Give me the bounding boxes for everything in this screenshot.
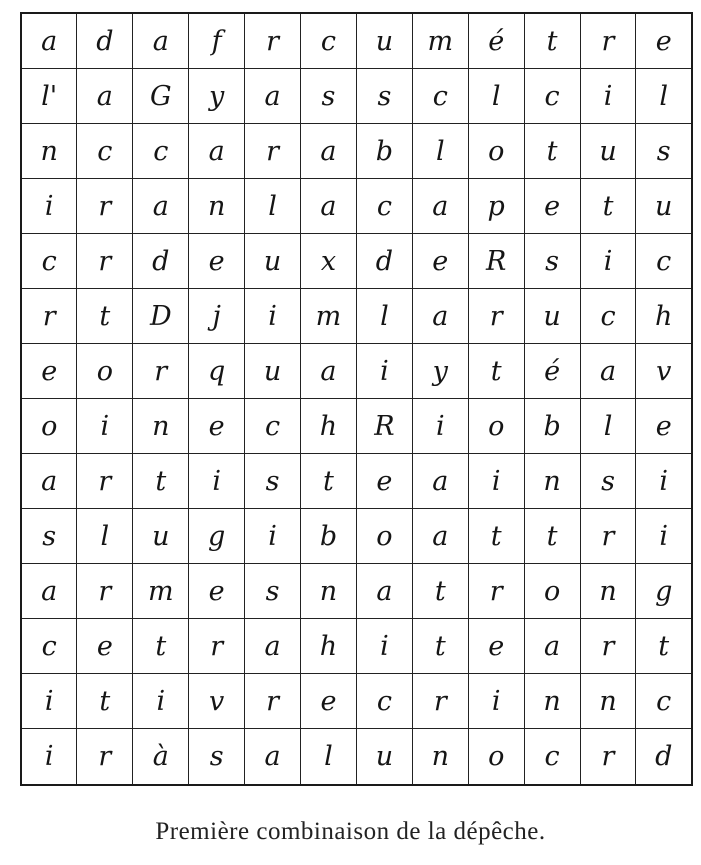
grid-cell: o <box>77 344 133 399</box>
grid-cell: u <box>356 729 412 785</box>
grid-cell: e <box>636 13 692 69</box>
grid-row <box>21 13 692 69</box>
grid-cell: u <box>245 344 301 399</box>
figure-caption: Première combinaison de la dépêche. <box>155 818 546 845</box>
grid-cell: t <box>301 454 357 509</box>
grid-cell: m <box>412 13 468 69</box>
grid-cell: i <box>636 509 692 564</box>
grid-cell: R <box>356 399 412 454</box>
grid-cell: n <box>580 674 636 729</box>
grid-cell: t <box>580 179 636 234</box>
grid-cell: s <box>189 729 245 785</box>
grid-cell: r <box>77 234 133 289</box>
grid-cell: i <box>580 69 636 124</box>
grid-cell: e <box>21 344 77 399</box>
grid-cell: e <box>356 454 412 509</box>
grid-cell: j <box>189 289 245 344</box>
grid-cell: e <box>189 564 245 619</box>
grid-cell: u <box>524 289 580 344</box>
grid-cell: c <box>21 619 77 674</box>
grid-cell: r <box>245 13 301 69</box>
grid-row <box>21 344 692 399</box>
grid-cell: c <box>580 289 636 344</box>
grid-cell: a <box>412 289 468 344</box>
grid-cell: r <box>468 289 524 344</box>
grid-cell: a <box>412 509 468 564</box>
grid-row <box>21 674 692 729</box>
grid-cell: u <box>356 13 412 69</box>
grid-cell: a <box>356 564 412 619</box>
grid-cell: c <box>524 729 580 785</box>
grid-cell: d <box>636 729 692 785</box>
cipher-grid <box>20 12 693 786</box>
grid-cell: i <box>245 509 301 564</box>
grid-row <box>21 124 692 179</box>
grid-row <box>21 509 692 564</box>
grid-cell: e <box>301 674 357 729</box>
grid-cell: t <box>77 674 133 729</box>
grid-cell: l <box>356 289 412 344</box>
grid-cell: d <box>133 234 189 289</box>
grid-cell: s <box>524 234 580 289</box>
grid-row <box>21 179 692 234</box>
grid-cell: e <box>524 179 580 234</box>
grid-cell: u <box>133 509 189 564</box>
grid-cell: o <box>21 399 77 454</box>
grid-cell: l <box>412 124 468 179</box>
grid-row <box>21 289 692 344</box>
grid-cell: s <box>356 69 412 124</box>
grid-cell: h <box>301 399 357 454</box>
grid-cell: e <box>77 619 133 674</box>
grid-cell: n <box>524 674 580 729</box>
grid-cell: r <box>245 674 301 729</box>
grid-cell: a <box>580 344 636 399</box>
grid-cell: v <box>189 674 245 729</box>
grid-cell: x <box>301 234 357 289</box>
grid-cell: r <box>77 729 133 785</box>
grid-cell: i <box>468 454 524 509</box>
grid-cell: t <box>468 344 524 399</box>
grid-cell: s <box>636 124 692 179</box>
grid-cell: t <box>133 619 189 674</box>
grid-cell: G <box>133 69 189 124</box>
grid-cell: r <box>77 454 133 509</box>
grid-cell: r <box>77 564 133 619</box>
grid-cell: i <box>636 454 692 509</box>
grid-cell: r <box>412 674 468 729</box>
grid-cell: a <box>301 124 357 179</box>
grid-cell: y <box>412 344 468 399</box>
grid-cell: é <box>468 13 524 69</box>
grid-cell: a <box>245 619 301 674</box>
grid-cell: l <box>77 509 133 564</box>
grid-cell: r <box>189 619 245 674</box>
grid-cell: R <box>468 234 524 289</box>
grid-cell: i <box>21 729 77 785</box>
grid-cell: r <box>580 509 636 564</box>
grid-cell: r <box>21 289 77 344</box>
grid-cell: i <box>21 179 77 234</box>
grid-cell: n <box>189 179 245 234</box>
grid-cell: y <box>189 69 245 124</box>
grid-cell: o <box>468 399 524 454</box>
grid-row <box>21 69 692 124</box>
grid-cell: à <box>133 729 189 785</box>
grid-cell: c <box>301 13 357 69</box>
grid-cell: d <box>77 13 133 69</box>
grid-cell: a <box>189 124 245 179</box>
grid-cell: c <box>356 674 412 729</box>
grid-cell: v <box>636 344 692 399</box>
grid-cell: r <box>468 564 524 619</box>
grid-cell: a <box>133 13 189 69</box>
grid-cell: i <box>412 399 468 454</box>
grid-cell: i <box>21 674 77 729</box>
grid-cell: a <box>412 179 468 234</box>
grid-cell: c <box>356 179 412 234</box>
grid-cell: i <box>580 234 636 289</box>
grid-cell: t <box>412 564 468 619</box>
grid-cell: l <box>468 69 524 124</box>
grid-cell: i <box>133 674 189 729</box>
grid-cell: t <box>524 13 580 69</box>
grid-cell: r <box>245 124 301 179</box>
grid-cell: t <box>636 619 692 674</box>
grid-cell: a <box>524 619 580 674</box>
grid-cell: i <box>356 344 412 399</box>
grid-cell: o <box>524 564 580 619</box>
grid-cell: p <box>468 179 524 234</box>
grid-cell: a <box>21 564 77 619</box>
grid-cell: c <box>412 69 468 124</box>
grid-cell: h <box>301 619 357 674</box>
grid-cell: t <box>524 509 580 564</box>
grid-cell: c <box>21 234 77 289</box>
grid-cell: a <box>412 454 468 509</box>
grid-cell: t <box>524 124 580 179</box>
grid-row <box>21 564 692 619</box>
grid-cell: c <box>133 124 189 179</box>
grid-row <box>21 234 692 289</box>
grid-cell: r <box>580 13 636 69</box>
grid-cell: e <box>412 234 468 289</box>
grid-cell: s <box>580 454 636 509</box>
grid-cell: b <box>301 509 357 564</box>
grid-row <box>21 729 692 785</box>
grid-cell: o <box>468 729 524 785</box>
grid-cell: c <box>77 124 133 179</box>
grid-cell: g <box>189 509 245 564</box>
grid-cell: r <box>580 619 636 674</box>
grid-cell: r <box>133 344 189 399</box>
grid-row <box>21 619 692 674</box>
grid-cell: c <box>524 69 580 124</box>
grid-cell: r <box>580 729 636 785</box>
grid-cell: q <box>189 344 245 399</box>
grid-cell: n <box>412 729 468 785</box>
grid-cell: n <box>133 399 189 454</box>
grid-row <box>21 454 692 509</box>
grid-cell: n <box>301 564 357 619</box>
grid-cell: b <box>524 399 580 454</box>
grid-cell: a <box>21 13 77 69</box>
grid-cell: f <box>189 13 245 69</box>
grid-cell: e <box>189 234 245 289</box>
grid-cell: u <box>580 124 636 179</box>
grid-cell: c <box>636 674 692 729</box>
grid-cell: i <box>468 674 524 729</box>
grid-cell: e <box>636 399 692 454</box>
grid-cell: a <box>77 69 133 124</box>
grid-cell: a <box>21 454 77 509</box>
grid-cell: n <box>580 564 636 619</box>
grid-cell: s <box>301 69 357 124</box>
grid-cell: t <box>468 509 524 564</box>
grid-row <box>21 399 692 454</box>
grid-cell: i <box>77 399 133 454</box>
grid-cell: s <box>245 454 301 509</box>
grid-cell: l <box>301 729 357 785</box>
grid-cell: m <box>301 289 357 344</box>
grid-cell: l <box>636 69 692 124</box>
grid-cell: s <box>245 564 301 619</box>
grid-cell: u <box>245 234 301 289</box>
grid-cell: n <box>524 454 580 509</box>
grid-cell: o <box>356 509 412 564</box>
grid-cell: l' <box>21 69 77 124</box>
grid-cell: l <box>580 399 636 454</box>
grid-cell: c <box>245 399 301 454</box>
grid-cell: l <box>245 179 301 234</box>
grid-cell: o <box>468 124 524 179</box>
grid-cell: i <box>245 289 301 344</box>
grid-cell: s <box>21 509 77 564</box>
grid-cell: r <box>77 179 133 234</box>
grid-cell: e <box>468 619 524 674</box>
grid-cell: m <box>133 564 189 619</box>
grid-cell: t <box>412 619 468 674</box>
grid-cell: i <box>189 454 245 509</box>
grid-cell: i <box>356 619 412 674</box>
grid-cell: a <box>301 344 357 399</box>
grid-cell: d <box>356 234 412 289</box>
grid-cell: a <box>245 69 301 124</box>
grid-cell: g <box>636 564 692 619</box>
grid-cell: t <box>77 289 133 344</box>
grid-cell: h <box>636 289 692 344</box>
grid-cell: a <box>133 179 189 234</box>
grid-cell: t <box>133 454 189 509</box>
grid-cell: c <box>636 234 692 289</box>
grid-cell: D <box>133 289 189 344</box>
grid-cell: a <box>245 729 301 785</box>
grid-cell: a <box>301 179 357 234</box>
grid-cell: u <box>636 179 692 234</box>
grid-cell: é <box>524 344 580 399</box>
grid-cell: n <box>21 124 77 179</box>
grid-cell: e <box>189 399 245 454</box>
grid-cell: b <box>356 124 412 179</box>
